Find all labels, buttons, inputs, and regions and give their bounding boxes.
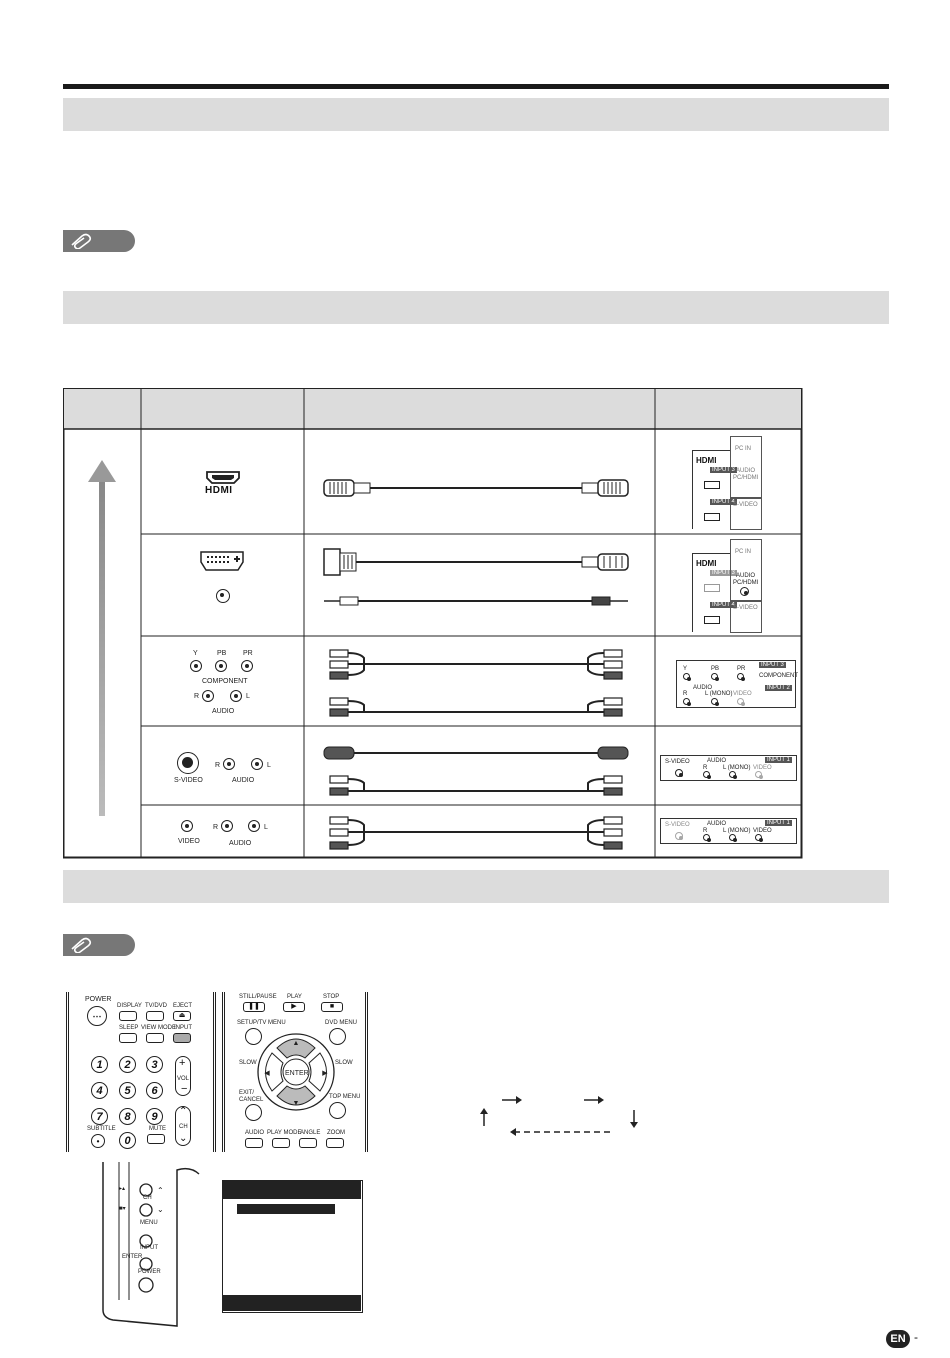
audio-l-jack-icon <box>230 690 242 702</box>
audio-label: AUDIO <box>212 708 235 715</box>
panel-input1: INPUT 1 <box>767 820 790 826</box>
remote-digit-5-button[interactable]: 5 <box>119 1082 136 1099</box>
remote-mute-label: MUTE <box>149 1126 166 1132</box>
panel-hdmi-brand: HDMI <box>696 559 717 568</box>
audio-l-jack-icon <box>248 820 260 832</box>
panel-pchdmi: PC/HDMI <box>733 475 759 481</box>
dvi-port-icon <box>198 550 246 572</box>
remote-control-left <box>66 992 216 1152</box>
remote-digit-1-button[interactable]: 1 <box>91 1056 108 1073</box>
remote-stop-button[interactable]: ■ <box>321 1002 343 1012</box>
hdmi-cable-icon <box>320 474 632 502</box>
remote-digit-8-button[interactable]: 8 <box>119 1108 136 1125</box>
tv-power-label: POWER <box>138 1269 161 1275</box>
svg-text:◀: ◀ <box>264 1070 270 1077</box>
remote-exit-label: EXIT/ CANCEL <box>239 1090 264 1103</box>
remote-slow-left-label: SLOW <box>239 1060 257 1066</box>
language-badge: EN <box>886 1330 910 1348</box>
svg-text:▲: ▲ <box>292 1040 300 1047</box>
component-pr-label: PR <box>243 650 253 657</box>
panel-pb: PB <box>711 666 720 672</box>
panel-input2: INPUT 2 <box>767 685 790 691</box>
component-terminal-panel <box>676 660 796 708</box>
panel-hdmi-brand: HDMI <box>696 456 717 465</box>
panel-input4: INPUT 4 <box>712 602 735 608</box>
audio-label: AUDIO <box>229 840 252 847</box>
s-video-port-icon <box>177 752 199 774</box>
remote-stillpause-label: STILL/PAUSE <box>239 994 277 1000</box>
remote-vol-label: VOL <box>177 1076 190 1082</box>
screen-footer-bar <box>223 1295 361 1311</box>
audio-label: AUDIO <box>232 777 255 784</box>
remote-dvdmenu-label: DVD MENU <box>325 1020 358 1026</box>
audio-r-label: R <box>213 824 219 831</box>
panel-input3: INPUT 3 <box>761 662 784 668</box>
video-jack-icon <box>181 820 193 832</box>
remote-digit-7-button[interactable]: 7 <box>91 1108 108 1125</box>
audio-l-label: L <box>264 824 268 831</box>
remote-play-button[interactable]: ▶ <box>283 1002 305 1012</box>
audio-r-label: R <box>194 693 200 700</box>
note-badge-2 <box>63 934 135 956</box>
dvi-hdmi-cable-icon <box>320 545 632 615</box>
component-cable-icon <box>320 646 632 722</box>
panel-pcin: PC IN <box>735 549 752 555</box>
note-badge-1 <box>63 230 135 252</box>
panel-input1: INPUT 1 <box>767 757 790 763</box>
remote-playmode-button[interactable] <box>272 1138 290 1148</box>
video-cable-icon <box>320 814 632 854</box>
header-rule <box>63 84 889 89</box>
remote-viewmode-button[interactable] <box>146 1033 164 1043</box>
panel-audio: AUDIO <box>736 468 756 474</box>
panel-video: VIDEO <box>753 765 772 771</box>
remote-viewmode-label: VIEW MODE <box>141 1025 177 1031</box>
section-band-1 <box>63 98 889 131</box>
paperclip-icon <box>69 233 95 249</box>
tv-ch-label: CH <box>143 1195 152 1201</box>
remote-audio-button[interactable] <box>245 1138 263 1148</box>
panel-video: VIDEO <box>753 828 772 834</box>
panel-pcin: PC IN <box>735 446 752 452</box>
panel-r: R <box>703 828 708 834</box>
remote-digit-6-button[interactable]: 6 <box>146 1082 163 1099</box>
panel-pchdmi: PC/HDMI <box>733 580 759 586</box>
remote-input-button[interactable] <box>173 1033 191 1043</box>
tv-enter-label: ENTER <box>122 1254 143 1260</box>
remote-stop-label: STOP <box>323 994 340 1000</box>
remote-digit-3-button[interactable]: 3 <box>146 1056 163 1073</box>
tv-menu-label: MENU <box>140 1220 158 1226</box>
panel-video: VIDEO <box>733 691 752 697</box>
input-cycle-diagram <box>474 1092 644 1140</box>
panel-component: COMPONENT <box>759 673 798 679</box>
panel-svideo: S-VIDEO <box>733 605 758 611</box>
remote-eject-button[interactable]: ⏏ <box>173 1011 191 1021</box>
remote-playmode-label: PLAY MODE <box>267 1130 302 1136</box>
audio-jack-icon <box>216 589 230 603</box>
remote-digit-2-button[interactable]: 2 <box>119 1056 136 1073</box>
audio-l-label: L <box>246 693 250 700</box>
paperclip-icon <box>69 937 95 953</box>
component-pr-jack-icon <box>241 660 253 672</box>
remote-subtitle-label: SUBTITLE <box>87 1126 116 1132</box>
panel-audio-jack <box>740 587 749 596</box>
panel-audio: AUDIO <box>707 758 727 764</box>
panel-svideo: S-VIDEO <box>733 502 758 508</box>
remote-audio-label: AUDIO <box>245 1130 265 1136</box>
panel-input3: INPUT 3 <box>712 570 735 576</box>
svg-text:■▾: ■▾ <box>119 1206 126 1212</box>
remote-angle-label: ANGLE <box>300 1130 321 1136</box>
audio-r-jack-icon <box>202 690 214 702</box>
section-band-3 <box>63 870 889 903</box>
remote-subtitle-button[interactable]: • <box>91 1134 105 1148</box>
remote-vol-rocker[interactable]: + − <box>175 1056 191 1096</box>
section-band-2 <box>63 291 889 324</box>
remote-input-label: INPUT <box>174 1025 192 1031</box>
svg-text:▶: ▶ <box>322 1070 328 1077</box>
hdmi-label: HDMI <box>205 485 233 496</box>
remote-display-label: DISPLAY <box>117 1003 142 1009</box>
panel-audio: AUDIO <box>693 685 713 691</box>
remote-digit-9-button[interactable]: 9 <box>146 1108 163 1125</box>
audio-l-jack-icon <box>251 758 263 770</box>
video-terminal-panel <box>660 818 797 844</box>
remote-tvdvd-label: TV/DVD <box>145 1003 168 1009</box>
screen-selected-item[interactable] <box>237 1204 335 1214</box>
tv-input-label: INPUT <box>140 1245 158 1251</box>
component-label: COMPONENT <box>202 678 248 685</box>
s-video-terminal-panel <box>660 755 797 781</box>
hdmi-terminal-panel-2 <box>690 539 800 633</box>
panel-y: Y <box>683 666 688 672</box>
remote-play-label: PLAY <box>287 994 302 1000</box>
remote-sleep-button[interactable] <box>119 1033 137 1043</box>
svg-text:▼: ▼ <box>292 1100 300 1107</box>
panel-svideo: S-VIDEO <box>665 759 690 765</box>
component-pb-label: PB <box>217 650 227 657</box>
component-y-jack-icon <box>190 660 202 672</box>
remote-angle-button[interactable] <box>299 1138 317 1148</box>
panel-r: R <box>703 765 708 771</box>
component-y-label: Y <box>193 650 198 657</box>
remote-slow-right-label: SLOW <box>335 1060 353 1066</box>
audio-r-jack-icon <box>223 758 235 770</box>
panel-r: R <box>683 691 688 697</box>
remote-control-right <box>222 992 368 1152</box>
audio-r-jack-icon <box>221 820 233 832</box>
remote-ch-label: CH <box>179 1124 188 1130</box>
panel-lmono: L (MONO) <box>705 691 733 697</box>
panel-lmono: L (MONO) <box>723 828 751 834</box>
remote-sleep-label: SLEEP <box>119 1025 139 1031</box>
remote-power-button[interactable]: ⋯ <box>87 1006 107 1026</box>
remote-exit-button[interactable] <box>245 1104 262 1121</box>
remote-power-label: POWER <box>85 996 112 1003</box>
remote-mute-button[interactable] <box>147 1134 165 1144</box>
input-select-screen <box>222 1180 363 1313</box>
component-pb-jack-icon <box>215 660 227 672</box>
remote-zoom-label: ZOOM <box>327 1130 345 1136</box>
remote-zoom-button[interactable] <box>326 1138 344 1148</box>
panel-lmono: L (MONO) <box>723 765 751 771</box>
remote-ch-rocker[interactable]: ⌃ ⌄ <box>175 1106 191 1146</box>
panel-audio: AUDIO <box>736 573 756 579</box>
remote-topmenu-button[interactable] <box>329 1102 346 1119</box>
panel-pr: PR <box>737 666 746 672</box>
remote-digit-4-button[interactable]: 4 <box>91 1082 108 1099</box>
svg-text:▸▴: ▸▴ <box>119 1186 126 1192</box>
svg-text:⌃: ⌃ <box>157 1186 164 1195</box>
remote-tvdvd-button[interactable] <box>146 1011 164 1021</box>
audio-l-label: L <box>267 762 271 769</box>
remote-stillpause-button[interactable]: ❚❚ <box>243 1002 265 1012</box>
screen-title-bar <box>223 1181 361 1199</box>
remote-topmenu-label: TOP MENU <box>329 1094 361 1100</box>
hdmi-logo-icon <box>204 470 242 496</box>
panel-input3: INPUT 3 <box>712 467 735 473</box>
panel-audio: AUDIO <box>707 821 727 827</box>
video-label: VIDEO <box>178 838 200 845</box>
page-dash: - <box>914 1330 918 1344</box>
panel-input4: INPUT 4 <box>712 499 735 505</box>
panel-svideo: S-VIDEO <box>665 822 690 828</box>
hdmi-terminal-panel-1 <box>690 436 800 530</box>
s-video-label: S-VIDEO <box>174 777 203 784</box>
remote-digit-0-button[interactable]: 0 <box>119 1132 136 1149</box>
remote-setup-label: SETUP/TV MENU <box>237 1020 286 1026</box>
remote-display-button[interactable] <box>119 1011 137 1021</box>
remote-eject-label: EJECT <box>173 1003 193 1009</box>
svg-text:⌄: ⌄ <box>157 1205 164 1214</box>
s-video-cable-icon <box>320 742 632 800</box>
remote-enter-label: ENTER <box>285 1070 309 1077</box>
audio-r-label: R <box>215 762 221 769</box>
